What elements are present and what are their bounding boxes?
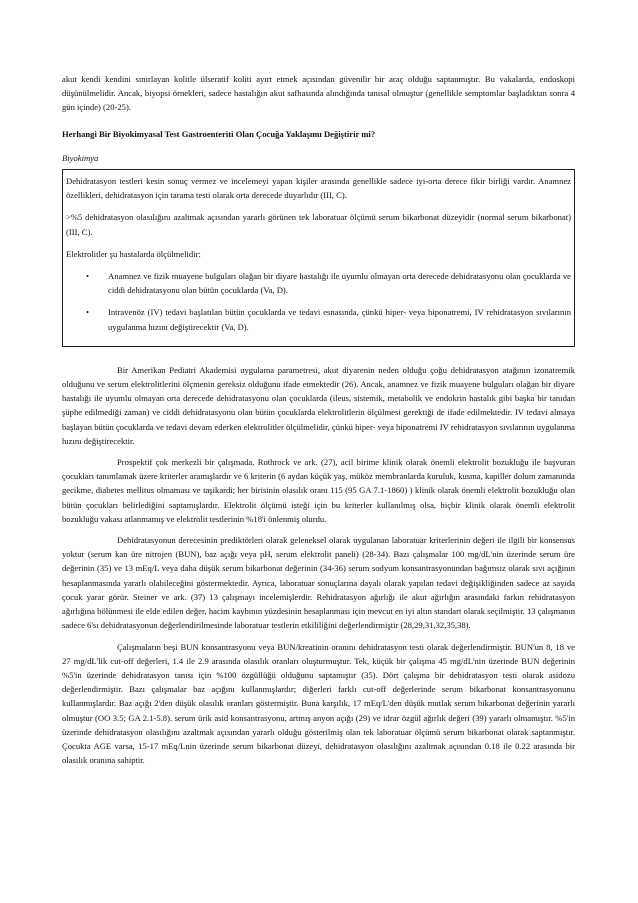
bullet-icon: • xyxy=(86,271,90,282)
box-bullet-item xyxy=(66,305,571,333)
box-paragraph-3: Elektrolitler şu hastalarda ölçülmelidir: xyxy=(66,248,201,259)
bullet-icon: • xyxy=(86,307,90,318)
box-paragraph-2: >%5 dehidratasyon olasılığını azaltmak açısından yararlı görünen tek laboratuar ölçümü serum bikarbonat düzeyidir (normal serum bikarbonat) (III, C). xyxy=(66,212,571,237)
bullet-text: Intravenöz (IV) tedavi başlatılan bütün çocuklarda ve tedavi esnasında, çünkü hiper- veya hiponatremi, IV rehidratasyon sıvılarının uygulanma hızını değiştirecektir (Va, D). xyxy=(108,307,571,332)
bullet-text: Anamnez ve fizik muayene bulguları olağan bir diyare hastalığı ile uyumlu olmayan orta derecede dehidratasyonu olan çocuklarda ve ciddi dehidratasyonu olan bütün çocuklarda (Va, D). xyxy=(108,271,571,296)
recommendation-box xyxy=(62,169,575,347)
box-bullet-list xyxy=(66,269,571,334)
document-page xyxy=(62,72,575,774)
box-bullet-item xyxy=(66,269,571,297)
intro-paragraph: akut kendi kendini sınırlayan kolitle ülseratif koliti ayırt etmek açısından güvenilir bir araç olduğu saptanmıştır. Bu vakalarda, endoskopi düşünülmelidir. Ancak, biyopsi örnekleri, sadece hastalığın akut safhasında alındığında tanısal olmuştur (genellikle semptomlar başladıktan sonra 4 gün içinde) (20-25). xyxy=(62,74,575,113)
section-subheading: Biyokimya xyxy=(62,152,99,163)
box-paragraph-1: Dehidratasyon testleri kesin sonuç vermez ve incelemeyi yapan kişiler arasında genellikle sadece iyi-orta derece fikir birliği vardır. Anamnez özellikleri, dehidratasyon için tarama testi olarak orta derecede duyarlıdır (III, C). xyxy=(66,176,571,201)
body-paragraph-4: Çalışmaların beşi BUN konsantrasyonu veya BUN/kreatinin oranını dehidratasyon testi olarak değerlendirmiştir. BUN'un 8, 18 ve 27 mg/dL'lik cut-off değerleri, 1.4 ile 2.9 arasında olasılık oranları oluşturmuştur. Tek, küçük bir çalışma 45 mg/dL'nin üzerinde BUN değerinin %5'in üzerinde dehidratasyon tanısı için %100 özgüllüğü olduğunu saptamıştır (35). Dört çalışma bir dehidratasyon testi olarak asidozu değerlendirmiştir. Bazı çalışmalar baz açığını kullanmışlardır; diğerleri farklı cut-off değerlerinde serum bikarbonat konsantrasyonunu kullanmışlardır. Baz açığı 2'den düşük olasılık oranları göstermiştir. Buna karşılık, 17 mEq/L'den düşük mutlak serum bikarbonat değerinin yararlı olmuştur (OO 3.5; GA 2.1-5.8). serum ürik asid konsantrasyonu, artmış anyon açığı (29) ve idrar özgül ağırlık değeri (39) yararlı olmamıştır. %5'in üzerinde dehidratasyon olasılığını azaltmak açısından yararlı olduğu gösterilmiş olan tek laboratuar ölçümü serum bikarbonat olarak saptanmıştır. Çocukta AGE varsa, 15-17 mEq/Lnin üzerinde serum bikarbonat düzeyi, dehidratasyon olasılığını azaltmak açısından 0.18 ile 0.22 arasında bir olasılık oranına sahiptir. xyxy=(62,641,575,766)
body-paragraph-2: Prospektif çok merkezli bir çalışmada, Rothrock ve ark. (27), acil birime klinik olarak önemli elektrolit bozukluğu ile başvuran çocukları tanımlamak üzere kriterler aramışlardır ve 6 kriterin (6 aydan küçük yaş, müköz membranlarda kuruluk, kusma, kapiller dolum zamanında gecikme, diabetes mellitus olmaması ve taşikardi; her birisinin olasılık oranı 115 (95 GA 7.1-1860) ) klinik olarak önemli elektrolit bozukluğu olan bütün çocukları belirlediğini saptamışlardır. Elektrolit ölçümü isteği için bu kriterler kullanılmış olsa, hiçbir klinik olarak önemli elektrolit bozukluğu vakası atlanmamış ve elektrolit testlerinin %18'i önlenmiş olurdu. xyxy=(62,457,575,524)
body-paragraph-1: Bir Amerikan Pediatri Akademisi uygulama parametresi, akut diyarenin neden olduğu çoğu dehidratasyon atağının izonatremik olduğunu ve serum elektrolitlerini ölçmenin gereksiz olduğunu ifade etmektedir (26). Ancak, anamnez ve fizik muayene bulguları olağan bir diyare hastalığı ile uyumlu olmayan orta derecede dehidratasyonu olan çocuklarda (ileus, sistemik, metabolik ve endokrin hastalık gibi başka bir tanıdan şüphe edilmediği zaman) ve ciddi dehidratasyonu olan bütün çocuklarda elektrolitlerin ölçülmesi gerektiği de ifade edilmektedir. IV tedavi almaya başlayan bütün çocuklarda ve tedavi devam ederken elektrolitler ölçülmelidir, çünkü hiper- veya hiponatremi IV rehidratasyon sıvılarının uygulanma hızını değiştirecektir. xyxy=(62,364,575,446)
body-paragraph-3: Dehidratasyonun derecesinin prediktörleri olarak geleneksel olarak uygulanan laboratuar kriterlerinin değeri ile ilgili bir konsensus yoktur (serum kan üre nitrojen (BUN), baz açığı veya pH, serum elektrolit paneli) (28-34). Bazı çalışmalar 100 mg/dL'nin üzerinde serum üre değerinin (35) ve 13 mEq/L veya daha düşük serum bikarbonat değerinin (34-36) serum sodyum konsantrasyonundan bağımsız olarak sıvı açığının hesaplanmasında yararlı olabileceğini göstermektedir. Ayrıca, laboratuar sonuçlarına dayalı olarak yapılan tedavi değişikliğinden sadece az sayıda çocuk yarar görür. Steiner ve ark. (37) 13 çalışmayı incelemişlerdir. Rehidratasyon ağırlığı ile akut ağırlığın arasındaki farkın rehidratasyon ağırlığına bölünmesi ile elde edilen değer, hacim kaybının yüzdesinin hesaplanması için mevcut en iyi altın standart olarak seçilmiştir. 13 çalışmanın sadece 6'sı dehidratasyonun değerlendirilmesinde laboratuar testlerin etkililiğini değerlendirmiştir (28,29,31,32,35,38). xyxy=(62,535,575,631)
section-heading: Herhangi Bir Biyokimyasal Test Gastroenteriti Olan Çocuğa Yaklaşımı Değiştirir mi? xyxy=(62,128,376,139)
